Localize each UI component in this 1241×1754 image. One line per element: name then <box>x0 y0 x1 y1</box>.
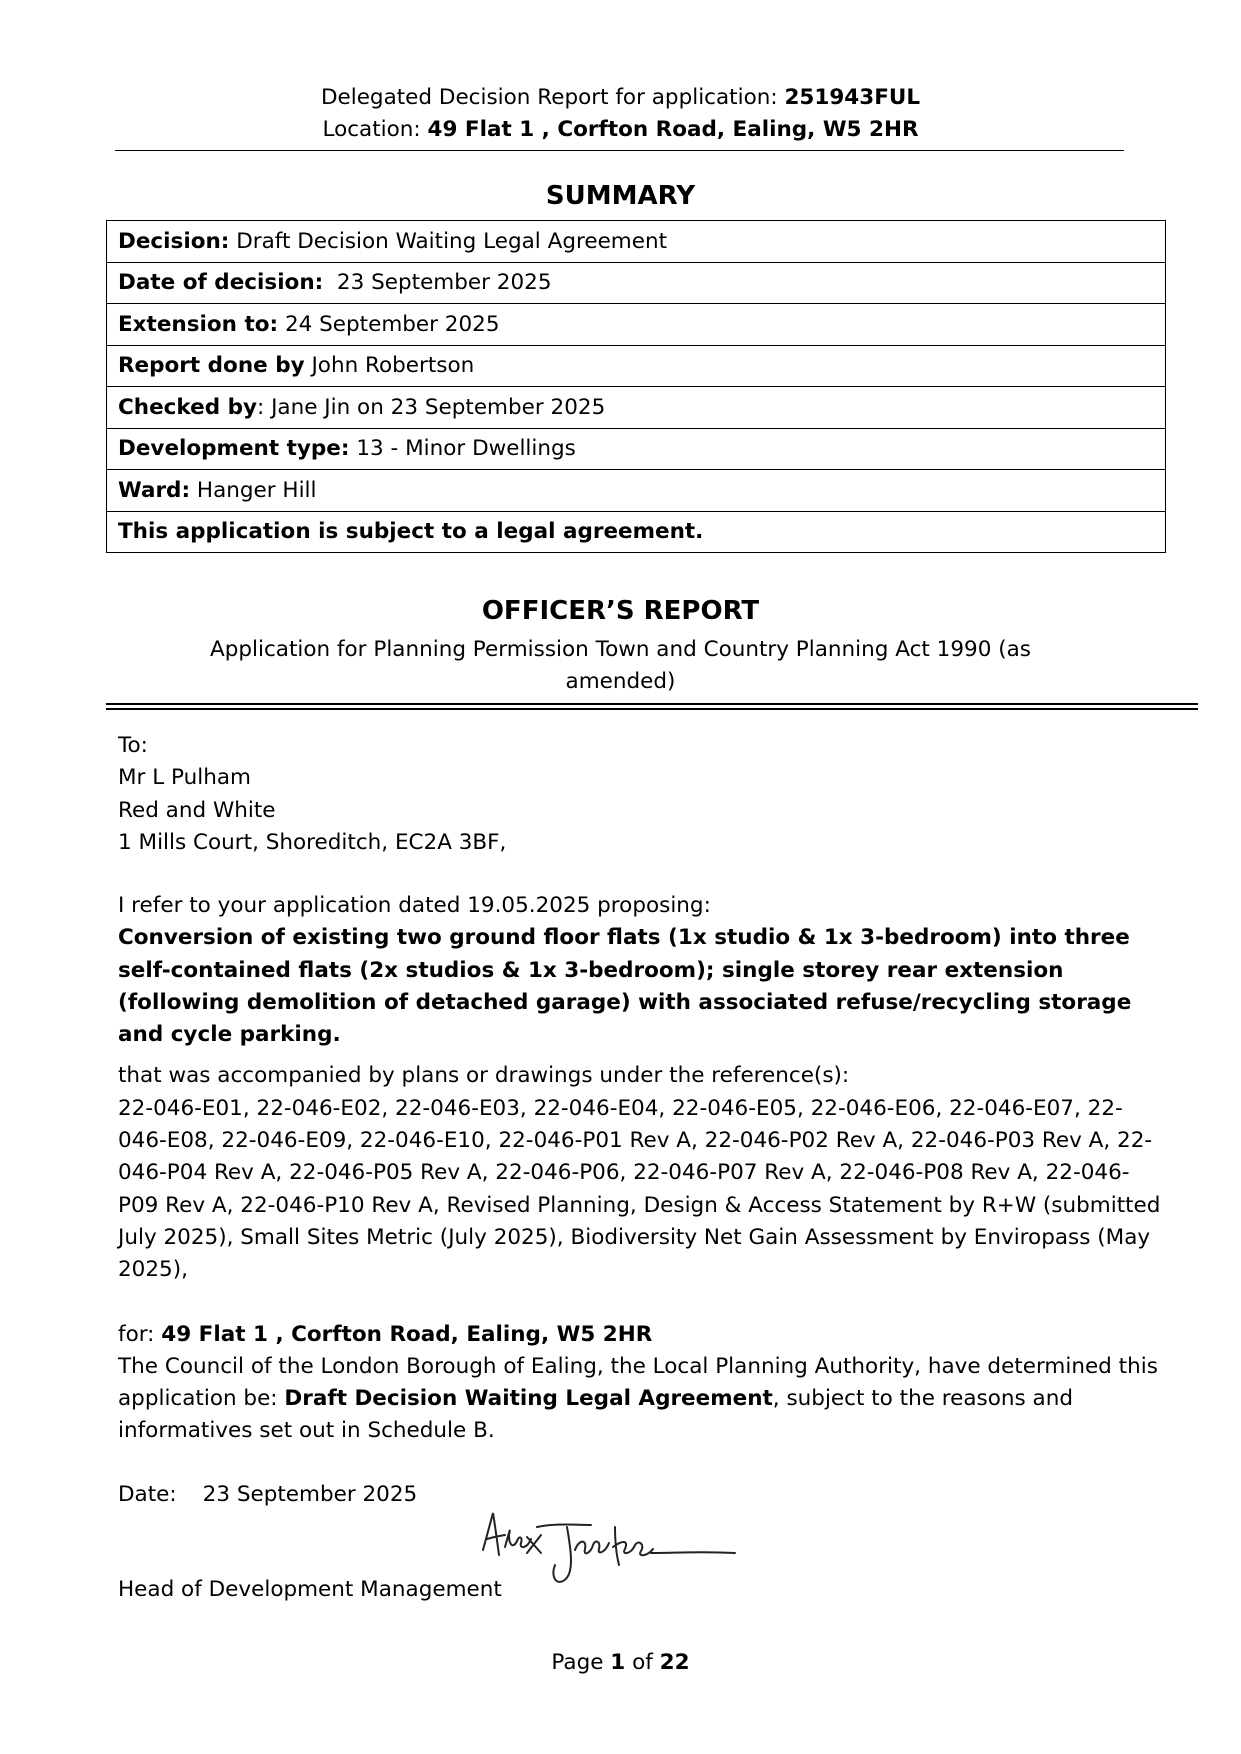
summary-row <box>107 304 1166 346</box>
summary-cell <box>107 470 1166 512</box>
recipient-address: 1 Mills Court, Shoreditch, EC2A 3BF, <box>118 829 507 855</box>
summary-title: SUMMARY <box>545 181 696 211</box>
summary-label: Development type: <box>118 436 350 462</box>
signatory-role: Head of Development Management <box>118 1577 502 1602</box>
recipient-block <box>118 730 1178 859</box>
to-label: To: <box>118 733 148 758</box>
summary-label: Date of decision: <box>118 270 324 296</box>
summary-label: Extension to: <box>118 311 279 337</box>
summary-label: Ward: <box>118 477 191 503</box>
summary-cell <box>107 304 1166 346</box>
summary-cell <box>107 511 1166 553</box>
summary-value: 13 - Minor Dwellings <box>349 436 576 462</box>
proposal-text: Conversion of existing two ground floor flats (1x studio & 1x 3-bedroom) into three self-contained flats (2x studios & 1x 3-bedroom); single storey rear extension (following demolition of detached garage) with associated refuse/recycling storage and cycle parking. <box>118 925 1132 1048</box>
summary-row <box>107 470 1166 512</box>
for-line: for: 49 Flat 1 , Corfton Road, Ealing, W5 2HR <box>118 1321 653 1347</box>
date-line: Date: 23 September 2025 <box>118 1482 418 1507</box>
application-line: Delegated Decision Report for application: 251943FUL <box>320 85 921 110</box>
location-value: 49 Flat 1 , Corfton Road, Ealing, W5 2HR <box>427 117 919 142</box>
officers-report-title: OFFICER’S REPORT <box>481 596 760 626</box>
page-footer: Page 1 of 22 <box>551 1650 690 1675</box>
summary-cell <box>107 262 1166 304</box>
page-total: 22 <box>659 1650 690 1675</box>
summary-cell <box>107 345 1166 387</box>
plans-list: 22-046-E01, 22-046-E02, 22-046-E03, 22-046-E04, 22-046-E05, 22-046-E06, 22-046-E07, 22-046-E08, 22-046-E09, 22-046-E10, 22-046-P01 Rev A, 22-046-P02 Rev A, 22-046-P03 Rev A, 22-046-P04 Rev A, 22-046-P05 Rev A, 22-046-P06, 22-046-P07 Rev A, 22-046-P08 Rev A, 22-046-P09 Rev A, 22-046-P10 Rev A, Revised Planning, Design & Access Statement by R+W (submitted July 2025), Small Sites Metric (July 2025), Biodiversity Net Gain Assessment by Enviropass (May 2025), <box>118 1095 1161 1283</box>
summary-value: Hanger Hill <box>190 477 317 503</box>
officers-report-subtitle: Application for Planning Permission Town and Country Planning Act 1990 (as amended) <box>210 637 1031 694</box>
summary-value: 23 September 2025 <box>323 270 552 296</box>
summary-value: John Robertson <box>304 353 475 379</box>
summary-cell <box>107 221 1166 263</box>
summary-cell <box>107 387 1166 429</box>
summary-table <box>106 220 1166 553</box>
summary-row <box>107 511 1166 553</box>
plans-intro: that was accompanied by plans or drawings under the reference(s): <box>118 1063 850 1089</box>
summary-label: Report done by <box>118 353 305 379</box>
summary-row <box>107 221 1166 263</box>
determination-text: The Council of the London Borough of Ealing, the Local Planning Authority, have determined this application be: Draft Decision Waiting Legal Agreement, subject to the reasons and informatives set out in Schedule B. <box>118 1353 1158 1444</box>
intro-text: I refer to your application dated 19.05.2025 proposing: <box>118 893 711 918</box>
summary-label: Decision: <box>118 228 230 254</box>
double-divider <box>106 703 1198 710</box>
recipient-company: Red and White <box>118 797 276 823</box>
decision-value: Draft Decision Waiting Legal Agreement <box>284 1386 773 1412</box>
header-divider <box>115 150 1124 151</box>
summary-row <box>107 345 1166 387</box>
summary-cell <box>107 428 1166 470</box>
application-body <box>118 890 1168 1448</box>
summary-row <box>107 428 1166 470</box>
report-header <box>0 82 1241 146</box>
summary-value: 24 September 2025 <box>278 311 500 337</box>
page-current: 1 <box>610 1650 626 1675</box>
summary-value: : Jane Jin on 23 September 2025 <box>257 394 606 420</box>
summary-label: This application is subject to a legal agreement. <box>118 519 704 545</box>
location-line: Location: 49 Flat 1 , Corfton Road, Ealing, W5 2HR <box>322 117 919 142</box>
application-ref: 251943FUL <box>784 85 921 110</box>
summary-label: Checked by <box>118 394 257 420</box>
summary-row <box>107 262 1166 304</box>
recipient-name: Mr L Pulham <box>118 765 251 791</box>
summary-value: Draft Decision Waiting Legal Agreement <box>229 228 668 254</box>
summary-row <box>107 387 1166 429</box>
